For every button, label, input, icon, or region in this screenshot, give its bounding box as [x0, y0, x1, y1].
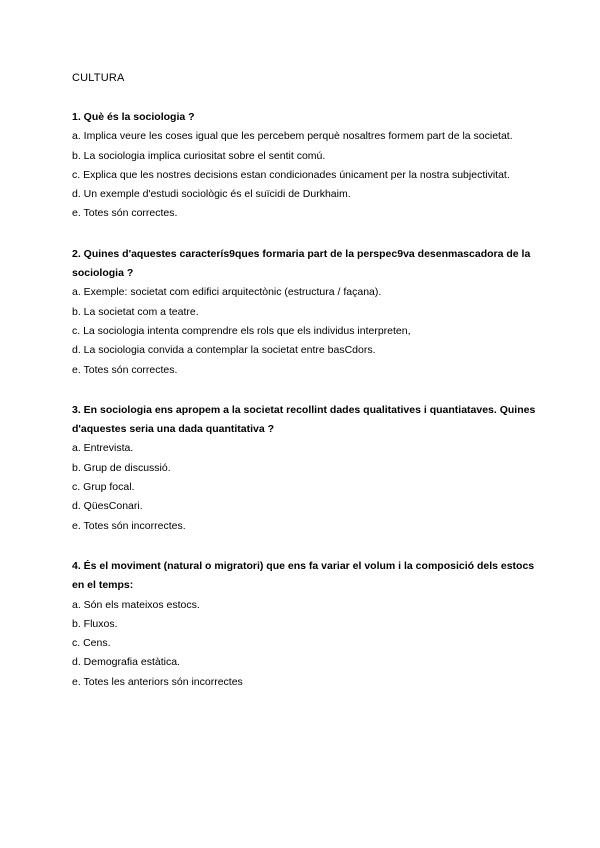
question-text: 4. És el moviment (natural o migratori) que ens fa variar el volum i la composició dels estocs en el temps:: [72, 559, 535, 592]
answer-option: b. La sociologia implica curiositat sobre el sentit comú.: [72, 149, 326, 162]
answer-option: b. Fluxos.: [72, 617, 118, 630]
question-2: [72, 245, 542, 380]
question-text: 1. Què és la sociologia ?: [72, 111, 195, 123]
answer-option: c. Grup focal.: [72, 481, 135, 494]
document-page: [72, 70, 542, 713]
answer-option: a. Implica veure les coses igual que les percebem perquè nosaltres formem part de la societat.: [72, 130, 513, 143]
answer-option: b. La societat com a teatre.: [72, 305, 199, 318]
answer-option: e. Totes són correctes.: [72, 207, 178, 220]
question-4: [72, 557, 542, 692]
answer-option: b. Grup de discussió.: [72, 461, 171, 474]
question-1: [72, 108, 542, 224]
answer-options: [72, 596, 542, 692]
answer-option: a. Són els mateixos estocs.: [72, 598, 200, 611]
answer-option: d. Demografia estàtica.: [72, 656, 180, 669]
answer-option: c. Cens.: [72, 637, 111, 650]
document-title: CULTURA: [72, 72, 125, 84]
answer-option: d. QüesConari.: [72, 500, 143, 513]
question-text: 3. En sociologia ens apropem a la societat recollint dades qualitatives i quantiataves. Quines d'aquestes seria una dada quantitativa ?: [72, 403, 536, 436]
answer-options: [72, 283, 542, 379]
answer-option: c. La sociologia intenta comprendre els rols que els individus interpreten,: [72, 324, 411, 337]
answer-option: a. Entrevista.: [72, 442, 134, 455]
answer-option: e. Totes són correctes.: [72, 363, 178, 376]
answer-options: [72, 127, 542, 223]
question-3: [72, 401, 542, 536]
answer-option: e. Totes les anteriors són incorrectes: [72, 675, 243, 688]
answer-option: d. La sociologia convida a contemplar la societat entre basCdors.: [72, 344, 376, 357]
answer-option: d. Un exemple d'estudi sociològic és el suïcidi de Durkhaim.: [72, 188, 351, 201]
answer-options: [72, 439, 542, 535]
answer-option: e. Totes són incorrectes.: [72, 519, 186, 532]
question-text: 2. Quines d'aquestes caracterís9ques formaria part de la perspec9va desenmascadora de la sociologia ?: [72, 247, 531, 280]
answer-option: c. Explica que les nostres decisions estan condicionades únicament per la nostra subjectivitat.: [72, 168, 510, 181]
answer-option: a. Exemple: societat com edifici arquitectònic (estructura / façana).: [72, 286, 382, 299]
